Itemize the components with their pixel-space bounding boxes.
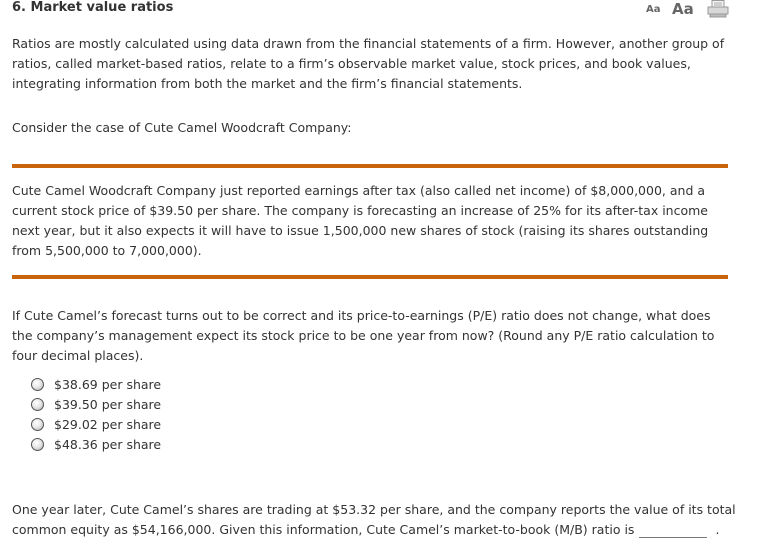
- option-label[interactable]: $29.02 per share: [54, 417, 162, 432]
- radio-button[interactable]: [31, 398, 44, 411]
- intro-paragraph: Ratios are mostly calculated using data drawn from the financial statements of a firm. However, another group of ratios, called market-based ratios, relate to a firm’s observable market value, stock prices, and book values, integrating information from both the market and the firm’s financial statements.: [12, 36, 725, 91]
- scenario-text: Cute Camel Woodcraft Company just reported earnings after tax (also called net income) of $8,000,000, and a current stock price of $39.50 per share. The company is forecasting an increase of 25% for its after-tax income next year, but it also expects it will have to issue 1,500,000 new shares of stock (raising its shares outstanding from 5,500,000 to 7,000,000).: [12, 183, 709, 258]
- option-label[interactable]: $48.36 per share: [54, 437, 162, 452]
- option-label[interactable]: $38.69 per share: [54, 377, 162, 392]
- question-title: 6. Market value ratios: [12, 0, 174, 15]
- radio-button[interactable]: [31, 438, 44, 451]
- part2-prompt: One year later, Cute Camel’s shares are trading at $53.32 per share, and the company reports the value of its total common equity as $54,166,000. Given this information, Cute Camel’s market-to-book (M/B) ratio is: [12, 502, 736, 537]
- radio-button[interactable]: [31, 378, 44, 391]
- case-intro: Consider the case of Cute Camel Woodcraft Company:: [12, 120, 352, 135]
- font-size-small-button[interactable]: Aa: [646, 4, 661, 15]
- print-icon[interactable]: [707, 0, 729, 18]
- end-punctuation: .: [715, 522, 720, 537]
- mb-ratio-input[interactable]: [639, 523, 707, 538]
- option-label[interactable]: $39.50 per share: [54, 397, 162, 412]
- part2-question: [12, 500, 757, 540]
- font-size-large-button[interactable]: Aa: [672, 0, 694, 18]
- scenario-top-rule: [12, 164, 728, 168]
- part1-prompt: If Cute Camel’s forecast turns out to be correct and its price-to-earnings (P/E) ratio does not change, what does the company’s management expect its stock price to be one year from now? (Round any P/E ratio calculation to four decimal places).: [12, 308, 715, 363]
- scenario-bottom-rule: [12, 275, 728, 279]
- radio-button[interactable]: [31, 418, 44, 431]
